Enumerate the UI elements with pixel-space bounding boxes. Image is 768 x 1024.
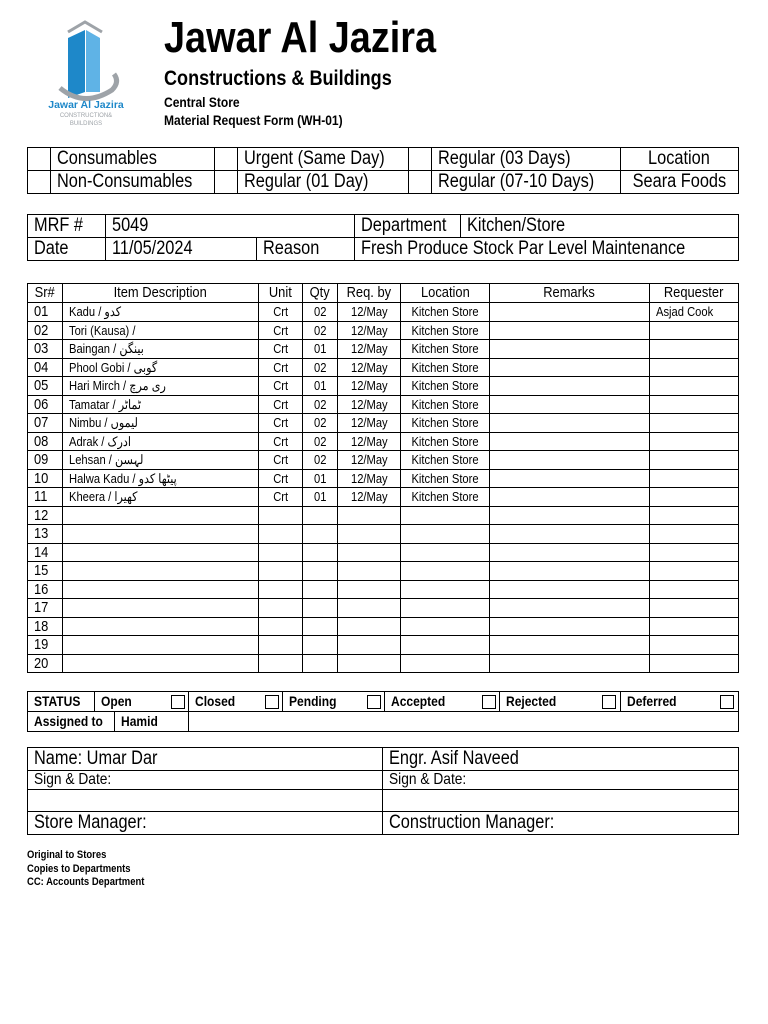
row-qty[interactable] — [303, 506, 338, 525]
row-requester[interactable] — [650, 654, 739, 673]
reason-label: Reason — [257, 238, 355, 261]
row-remarks[interactable] — [490, 506, 650, 525]
row-location[interactable] — [401, 580, 490, 599]
row-location[interactable]: Kitchen Store — [401, 377, 490, 396]
department-label: Department — [354, 215, 460, 238]
row-requester[interactable] — [650, 636, 739, 655]
assigned-value[interactable]: Hamid — [121, 713, 158, 729]
row-req-by[interactable]: 12/May — [338, 303, 401, 322]
row-qty[interactable]: 01 — [303, 488, 338, 507]
row-location[interactable]: Kitchen Store — [401, 303, 490, 322]
table-row — [28, 543, 739, 562]
row-description[interactable] — [63, 543, 259, 562]
row-qty[interactable] — [303, 562, 338, 581]
row-requester[interactable] — [650, 599, 739, 618]
row-location[interactable] — [401, 506, 490, 525]
department-value[interactable]: Kitchen/Store — [461, 215, 739, 238]
row-sr[interactable]: 18 — [28, 617, 63, 636]
accepted-checkbox[interactable] — [482, 695, 496, 709]
col-header-location: Location — [401, 284, 490, 303]
distribution-footer — [27, 849, 164, 890]
row-location[interactable]: Kitchen Store — [401, 469, 490, 488]
row-unit[interactable]: Crt — [259, 488, 303, 507]
row-unit[interactable] — [259, 543, 303, 562]
row-qty[interactable]: 01 — [303, 469, 338, 488]
row-qty[interactable]: 02 — [303, 303, 338, 322]
row-requester[interactable] — [650, 562, 739, 581]
regular-01-label: Regular (01 Day) — [238, 171, 409, 194]
status-pending[interactable]: Pending — [283, 692, 385, 712]
row-qty[interactable] — [303, 617, 338, 636]
row-requester[interactable]: Asjad Cook — [650, 303, 739, 322]
row-requester[interactable] — [650, 488, 739, 507]
status-accepted[interactable]: Accepted — [385, 692, 500, 712]
col-header-remarks: Remarks — [490, 284, 650, 303]
row-sr[interactable]: 20 — [28, 654, 63, 673]
table-row — [28, 580, 739, 599]
construction-manager-label: Construction Manager: — [383, 812, 739, 835]
col-header-unit: Unit — [259, 284, 303, 303]
regular-01-checkbox[interactable] — [215, 171, 238, 194]
row-description[interactable]: Kheera / کھیرا — [63, 488, 259, 507]
open-checkbox[interactable] — [171, 695, 185, 709]
row-location[interactable]: Kitchen Store — [401, 340, 490, 359]
row-qty[interactable]: 01 — [303, 340, 338, 359]
row-remarks[interactable] — [490, 340, 650, 359]
regular-03-checkbox[interactable] — [409, 148, 432, 171]
row-req-by[interactable] — [338, 617, 401, 636]
row-qty[interactable]: 02 — [303, 432, 338, 451]
row-location[interactable]: Kitchen Store — [401, 358, 490, 377]
row-sr[interactable]: 04 — [28, 358, 63, 377]
row-requester[interactable] — [650, 395, 739, 414]
table-row — [28, 451, 739, 470]
row-unit[interactable]: Crt — [259, 340, 303, 359]
status-table — [27, 691, 739, 732]
row-unit[interactable]: Crt — [259, 321, 303, 340]
row-req-by[interactable] — [338, 543, 401, 562]
company-logo — [40, 18, 136, 130]
row-unit[interactable] — [259, 506, 303, 525]
row-unit[interactable]: Crt — [259, 358, 303, 377]
row-qty[interactable]: 02 — [303, 358, 338, 377]
row-requester[interactable] — [650, 506, 739, 525]
mrf-info-table — [27, 214, 739, 261]
row-req-by[interactable]: 12/May — [338, 358, 401, 377]
company-subtitle — [164, 66, 429, 92]
row-qty[interactable]: 01 — [303, 377, 338, 396]
row-requester[interactable] — [650, 580, 739, 599]
footer-line-3: CC: Accounts Department — [27, 876, 145, 888]
form-name-text: Material Request Form (WH-01) — [164, 112, 343, 128]
row-description[interactable] — [63, 654, 259, 673]
urdu-name: لہسن — [115, 452, 144, 468]
footer-line-2: Copies to Departments — [27, 862, 131, 875]
logo-name: Jawar Al Jazira — [48, 99, 124, 111]
row-unit[interactable]: Crt — [259, 377, 303, 396]
row-unit[interactable] — [259, 562, 303, 581]
row-location[interactable] — [401, 543, 490, 562]
consumables-label: Consumables — [51, 148, 215, 171]
row-qty[interactable] — [303, 654, 338, 673]
row-location[interactable] — [401, 599, 490, 618]
table-row — [28, 562, 739, 581]
row-description[interactable] — [63, 636, 259, 655]
non-consumables-checkbox[interactable] — [28, 171, 51, 194]
company-title-text: Jawar Al Jazira — [164, 13, 437, 62]
row-sr[interactable]: 15 — [28, 562, 63, 581]
row-unit[interactable]: Crt — [259, 414, 303, 433]
row-location[interactable]: Kitchen Store — [401, 395, 490, 414]
table-row — [28, 303, 739, 322]
row-req-by[interactable]: 12/May — [338, 451, 401, 470]
items-table — [27, 283, 739, 673]
col-header-requester: Requester — [650, 284, 739, 303]
items-body — [28, 303, 739, 673]
status-closed[interactable]: Closed — [189, 692, 283, 712]
row-location[interactable]: Kitchen Store — [401, 432, 490, 451]
row-remarks[interactable] — [490, 580, 650, 599]
row-qty[interactable]: 02 — [303, 395, 338, 414]
row-remarks[interactable] — [490, 377, 650, 396]
row-location[interactable] — [401, 636, 490, 655]
col-header-req-by: Req. by — [338, 284, 401, 303]
table-row — [28, 358, 739, 377]
company-subtitle-text: Constructions & Buildings — [164, 67, 392, 90]
row-sr[interactable]: 06 — [28, 395, 63, 414]
urgent-checkbox[interactable] — [215, 148, 238, 171]
pending-checkbox[interactable] — [367, 695, 381, 709]
row-sr[interactable]: 01 — [28, 303, 63, 322]
category-table — [27, 147, 739, 194]
reason-value[interactable]: Fresh Produce Stock Par Level Maintenance — [354, 238, 738, 261]
name-right[interactable]: Engr. Asif Naveed — [383, 748, 739, 771]
row-req-by[interactable] — [338, 636, 401, 655]
table-row — [28, 432, 739, 451]
company-title — [164, 12, 480, 64]
table-row — [28, 340, 739, 359]
store-manager-label: Store Manager: — [28, 812, 383, 835]
row-remarks[interactable] — [490, 654, 650, 673]
row-remarks[interactable] — [490, 636, 650, 655]
row-sr[interactable]: 02 — [28, 321, 63, 340]
logo-building-left — [68, 30, 85, 98]
table-row — [28, 395, 739, 414]
row-description[interactable]: Nimbu / لیموں — [63, 414, 259, 433]
row-req-by[interactable] — [338, 599, 401, 618]
row-sr[interactable]: 14 — [28, 543, 63, 562]
row-sr[interactable]: 07 — [28, 414, 63, 433]
row-remarks[interactable] — [490, 395, 650, 414]
row-sr[interactable]: 17 — [28, 599, 63, 618]
row-qty[interactable] — [303, 636, 338, 655]
row-description[interactable]: Phool Gobi / گوبی — [63, 358, 259, 377]
store-name — [164, 93, 252, 111]
status-label: STATUS — [28, 692, 95, 712]
row-sr[interactable]: 08 — [28, 432, 63, 451]
row-req-by[interactable] — [338, 506, 401, 525]
assigned-label: Assigned to — [28, 712, 115, 731]
row-sr[interactable]: 12 — [28, 506, 63, 525]
location-value[interactable]: Seara Foods — [620, 171, 738, 194]
row-location[interactable]: Kitchen Store — [401, 414, 490, 433]
row-description[interactable]: Lehsan / لہسن — [63, 451, 259, 470]
row-req-by[interactable]: 12/May — [338, 377, 401, 396]
table-row — [28, 506, 739, 525]
col-header-qty: Qty — [303, 284, 338, 303]
row-requester[interactable] — [650, 340, 739, 359]
row-qty[interactable]: 02 — [303, 451, 338, 470]
row-remarks[interactable] — [490, 432, 650, 451]
row-unit[interactable] — [259, 525, 303, 544]
row-sr[interactable]: 05 — [28, 377, 63, 396]
status-open[interactable]: Open — [95, 692, 189, 712]
signature-table — [27, 747, 739, 835]
row-requester[interactable] — [650, 617, 739, 636]
regular-07-label: Regular (07-10 Days) — [432, 171, 621, 194]
row-location[interactable] — [401, 525, 490, 544]
urdu-name: پیٹھا کدو — [138, 470, 177, 486]
urdu-name: ری مرچ — [129, 378, 166, 394]
row-req-by[interactable]: 12/May — [338, 321, 401, 340]
table-row — [28, 525, 739, 544]
row-location[interactable]: Kitchen Store — [401, 451, 490, 470]
row-requester[interactable] — [650, 377, 739, 396]
row-req-by[interactable]: 12/May — [338, 432, 401, 451]
row-unit[interactable]: Crt — [259, 303, 303, 322]
row-requester[interactable] — [650, 525, 739, 544]
table-row — [28, 321, 739, 340]
row-description[interactable]: Baingan / بینگن — [63, 340, 259, 359]
row-unit[interactable] — [259, 654, 303, 673]
row-description[interactable]: Tori (Kausa) / — [63, 321, 259, 340]
row-remarks[interactable] — [490, 321, 650, 340]
status-deferred[interactable]: Deferred — [621, 692, 739, 712]
row-req-by[interactable]: 12/May — [338, 488, 401, 507]
footer-line-1: Original to Stores — [27, 849, 107, 861]
row-requester[interactable] — [650, 432, 739, 451]
col-header-description: Item Description — [63, 284, 259, 303]
row-qty[interactable]: 02 — [303, 321, 338, 340]
row-remarks[interactable] — [490, 562, 650, 581]
row-description[interactable] — [63, 580, 259, 599]
deferred-checkbox[interactable] — [720, 695, 734, 709]
row-unit[interactable] — [259, 599, 303, 618]
row-remarks[interactable] — [490, 617, 650, 636]
row-remarks[interactable] — [490, 599, 650, 618]
row-remarks[interactable] — [490, 414, 650, 433]
row-description[interactable]: Tamatar / ٹماٹر — [63, 395, 259, 414]
row-qty[interactable] — [303, 599, 338, 618]
row-sr[interactable]: 11 — [28, 488, 63, 507]
date-value[interactable]: 11/05/2024 — [105, 238, 256, 261]
consumables-checkbox[interactable] — [28, 148, 51, 171]
urdu-name: ٹماٹر — [118, 396, 141, 412]
row-qty[interactable] — [303, 525, 338, 544]
table-row — [28, 617, 739, 636]
assigned-row — [28, 712, 189, 732]
row-remarks[interactable] — [490, 358, 650, 377]
mrf-value[interactable]: 5049 — [105, 215, 354, 238]
row-sr[interactable]: 10 — [28, 469, 63, 488]
row-unit[interactable] — [259, 636, 303, 655]
row-unit[interactable]: Crt — [259, 395, 303, 414]
logo-sub-line-1: CONSTRUCTION& — [59, 113, 113, 119]
row-location[interactable] — [401, 654, 490, 673]
row-req-by[interactable]: 12/May — [338, 469, 401, 488]
row-description[interactable] — [63, 506, 259, 525]
logo-building-right — [86, 30, 100, 92]
regular-03-label: Regular (03 Days) — [432, 148, 621, 171]
row-qty[interactable] — [303, 580, 338, 599]
row-description[interactable] — [63, 617, 259, 636]
sign-date-right[interactable]: Sign & Date: — [383, 771, 739, 790]
row-req-by[interactable] — [338, 562, 401, 581]
table-row — [28, 488, 739, 507]
row-description[interactable] — [63, 562, 259, 581]
table-row — [28, 469, 739, 488]
form-name — [164, 111, 372, 129]
row-unit[interactable]: Crt — [259, 451, 303, 470]
table-row — [28, 654, 739, 673]
row-qty[interactable]: 02 — [303, 414, 338, 433]
row-requester[interactable] — [650, 321, 739, 340]
table-row — [28, 377, 739, 396]
row-qty[interactable] — [303, 543, 338, 562]
row-requester[interactable] — [650, 543, 739, 562]
signature-space-left[interactable] — [28, 790, 383, 812]
row-description[interactable]: Adrak / ادرک — [63, 432, 259, 451]
urdu-name: لیموں — [110, 415, 138, 431]
row-sr[interactable]: 03 — [28, 340, 63, 359]
urdu-name: کھیرا — [114, 489, 138, 505]
mrf-label: MRF # — [28, 215, 106, 238]
urdu-name: بینگن — [119, 341, 144, 357]
urdu-name: کدو — [104, 304, 122, 320]
row-remarks[interactable] — [490, 451, 650, 470]
urgent-label: Urgent (Same Day) — [238, 148, 409, 171]
row-req-by[interactable] — [338, 654, 401, 673]
row-unit[interactable]: Crt — [259, 432, 303, 451]
table-row — [28, 599, 739, 618]
store-name-text: Central Store — [164, 94, 240, 110]
row-description[interactable]: Kadu / کدو — [63, 303, 259, 322]
row-location[interactable]: Kitchen Store — [401, 488, 490, 507]
row-req-by[interactable] — [338, 525, 401, 544]
row-req-by[interactable]: 12/May — [338, 414, 401, 433]
row-location[interactable]: Kitchen Store — [401, 321, 490, 340]
table-row — [28, 414, 739, 433]
row-req-by[interactable]: 12/May — [338, 395, 401, 414]
assigned-empty — [189, 712, 739, 732]
row-location[interactable] — [401, 562, 490, 581]
row-remarks[interactable] — [490, 303, 650, 322]
regular-07-checkbox[interactable] — [409, 171, 432, 194]
row-description[interactable]: Halwa Kadu / پیٹھا کدو — [63, 469, 259, 488]
row-description[interactable] — [63, 525, 259, 544]
row-remarks[interactable] — [490, 469, 650, 488]
row-sr[interactable]: 13 — [28, 525, 63, 544]
rejected-checkbox[interactable] — [602, 695, 616, 709]
row-unit[interactable] — [259, 580, 303, 599]
location-label: Location — [620, 148, 738, 171]
row-sr[interactable]: 09 — [28, 451, 63, 470]
row-requester[interactable] — [650, 358, 739, 377]
row-remarks[interactable] — [490, 525, 650, 544]
table-row — [28, 636, 739, 655]
name-left[interactable]: Name: Umar Dar — [28, 748, 383, 771]
status-rejected[interactable]: Rejected — [500, 692, 621, 712]
date-label: Date — [28, 238, 106, 261]
col-header-sr: Sr# — [28, 284, 63, 303]
row-requester[interactable] — [650, 451, 739, 470]
row-requester[interactable] — [650, 414, 739, 433]
urdu-name: ادرک — [107, 433, 132, 449]
closed-checkbox[interactable] — [265, 695, 279, 709]
row-description[interactable]: Hari Mirch / ری مرچ — [63, 377, 259, 396]
row-remarks[interactable] — [490, 543, 650, 562]
row-unit[interactable] — [259, 617, 303, 636]
row-location[interactable] — [401, 617, 490, 636]
row-remarks[interactable] — [490, 488, 650, 507]
row-description[interactable] — [63, 599, 259, 618]
row-req-by[interactable]: 12/May — [338, 340, 401, 359]
row-unit[interactable]: Crt — [259, 469, 303, 488]
sign-date-left[interactable]: Sign & Date: — [28, 771, 383, 790]
non-consumables-label: Non-Consumables — [51, 171, 215, 194]
row-sr[interactable]: 19 — [28, 636, 63, 655]
urdu-name: گوبی — [133, 359, 158, 375]
row-sr[interactable]: 16 — [28, 580, 63, 599]
row-req-by[interactable] — [338, 580, 401, 599]
row-requester[interactable] — [650, 469, 739, 488]
signature-space-right[interactable] — [383, 790, 739, 812]
items-header-row — [28, 284, 739, 303]
logo-sub-line-2: BUILDINGS — [69, 121, 103, 127]
